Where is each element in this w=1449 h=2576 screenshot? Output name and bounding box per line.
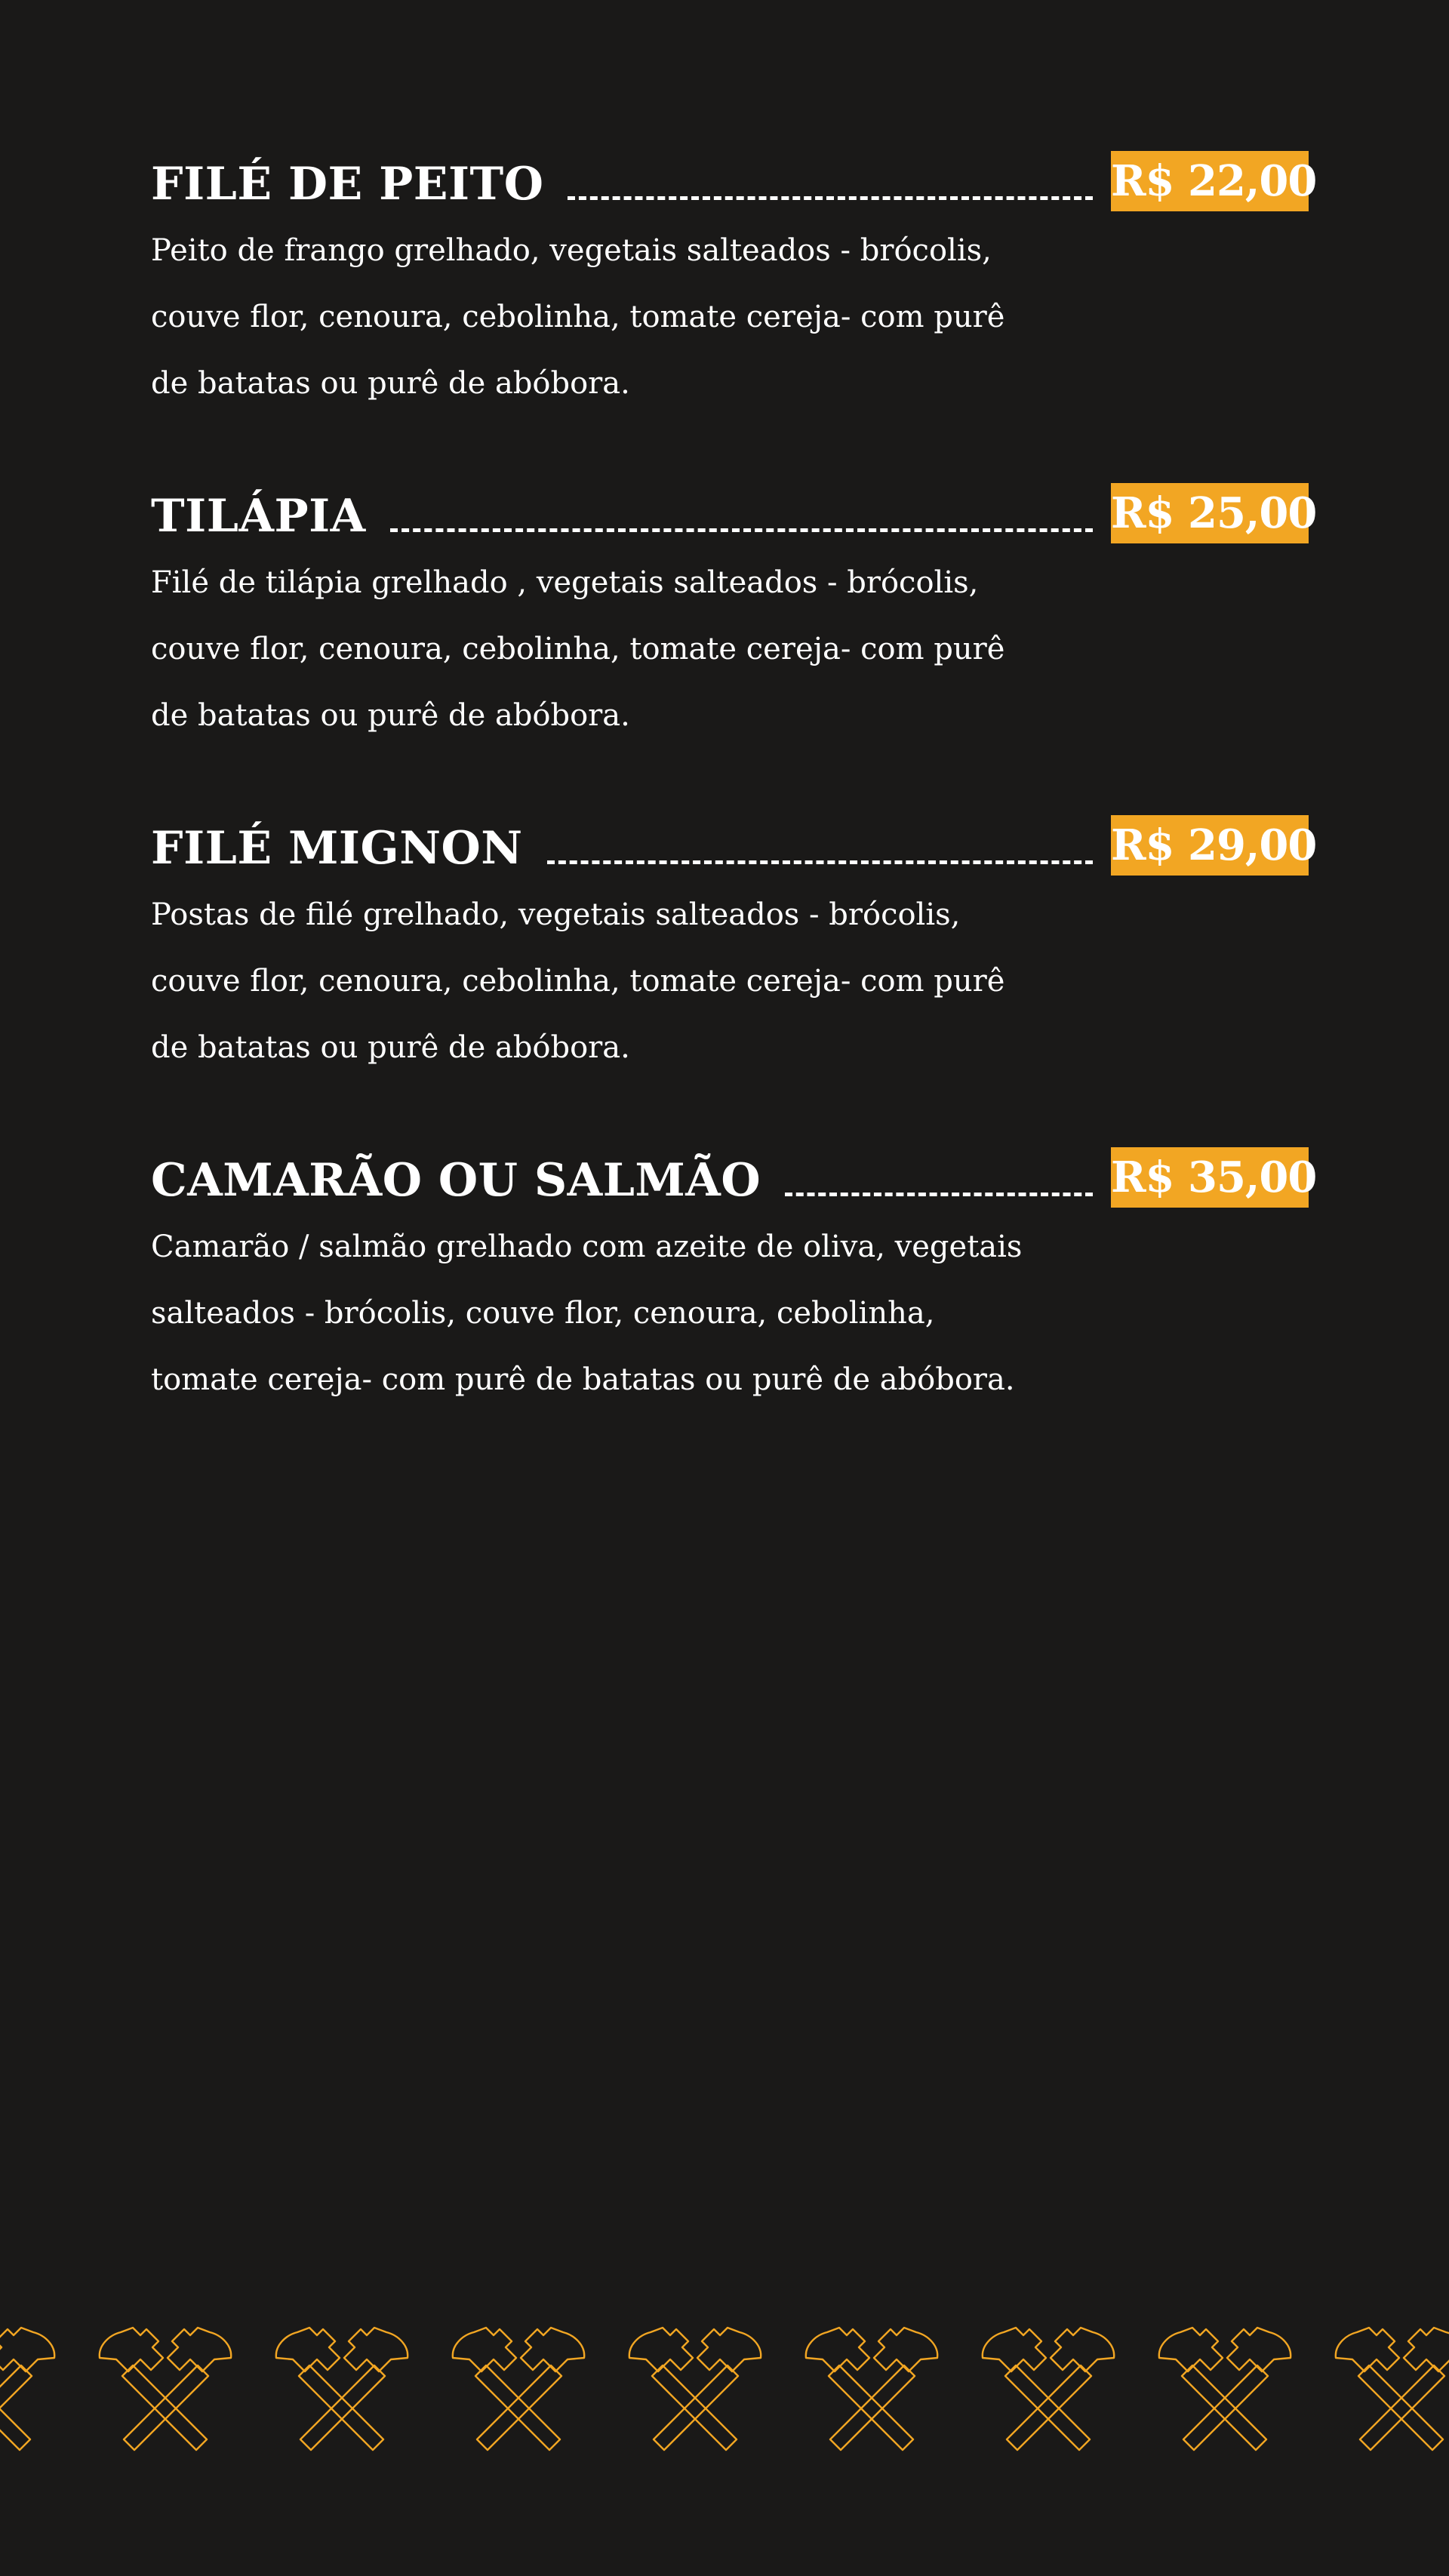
dotted-leader	[568, 196, 1093, 200]
menu-item	[151, 1147, 1317, 1479]
price-badge: R$ 25,00	[1111, 483, 1309, 543]
menu-item-name: FILÉ MIGNON	[151, 822, 523, 875]
description-line: couve flor, cenoura, cebolinha, tomate cereja- com purê	[151, 300, 1005, 334]
description-line: tomate cereja- com purê de batatas ou purê de abóbora.	[151, 1362, 1015, 1397]
menu-item-name: CAMARÃO OU SALMÃO	[151, 1154, 761, 1207]
description-line: Camarão / salmão grelhado com azeite de oliva, vegetais	[151, 1230, 1023, 1264]
price-badge: R$ 29,00	[1111, 815, 1309, 876]
crossed-hammers-icon	[94, 2325, 237, 2453]
dotted-leader	[547, 860, 1093, 864]
description-line: de batatas ou purê de abóbora.	[151, 1030, 630, 1065]
menu-item-description	[151, 549, 1309, 749]
price-badge: R$ 35,00	[1111, 1147, 1309, 1208]
menu-item-description	[151, 882, 1309, 1081]
menu-item-header	[151, 151, 1317, 217]
crossed-hammers-icon	[270, 2325, 414, 2453]
menu-list	[151, 151, 1317, 1479]
price-badge: R$ 22,00	[1111, 151, 1309, 211]
menu-item	[151, 815, 1317, 1147]
menu-item-header	[151, 483, 1317, 549]
menu-item-description	[151, 217, 1309, 417]
menu-item	[151, 483, 1317, 815]
crossed-hammers-icon	[1330, 2325, 1449, 2453]
dotted-leader	[390, 528, 1093, 532]
menu-item-description	[151, 1214, 1309, 1413]
hammer-pattern	[0, 2317, 1449, 2453]
description-line: Peito de frango grelhado, vegetais salteados - brócolis,	[151, 233, 992, 268]
description-line: Filé de tilápia grelhado , vegetais salteados - brócolis,	[151, 565, 979, 600]
dotted-leader	[785, 1193, 1093, 1196]
crossed-hammers-icon	[1153, 2325, 1297, 2453]
crossed-hammers-icon	[0, 2325, 60, 2453]
crossed-hammers-icon	[977, 2325, 1120, 2453]
description-line: couve flor, cenoura, cebolinha, tomate cereja- com purê	[151, 632, 1005, 666]
menu-item-name: FILÉ DE PEITO	[151, 158, 544, 211]
menu-item-name: TILÁPIA	[151, 490, 366, 543]
description-line: de batatas ou purê de abóbora.	[151, 698, 630, 733]
crossed-hammers-icon	[800, 2325, 943, 2453]
description-line: couve flor, cenoura, cebolinha, tomate cereja- com purê	[151, 964, 1005, 999]
description-line: salteados - brócolis, couve flor, cenoura, cebolinha,	[151, 1296, 935, 1331]
menu-item-header	[151, 815, 1317, 882]
description-line: Postas de filé grelhado, vegetais salteados - brócolis,	[151, 897, 961, 932]
menu-item	[151, 151, 1317, 483]
menu-item-header	[151, 1147, 1317, 1214]
crossed-hammers-icon	[447, 2325, 590, 2453]
crossed-hammers-icon	[623, 2325, 767, 2453]
description-line: de batatas ou purê de abóbora.	[151, 366, 630, 401]
